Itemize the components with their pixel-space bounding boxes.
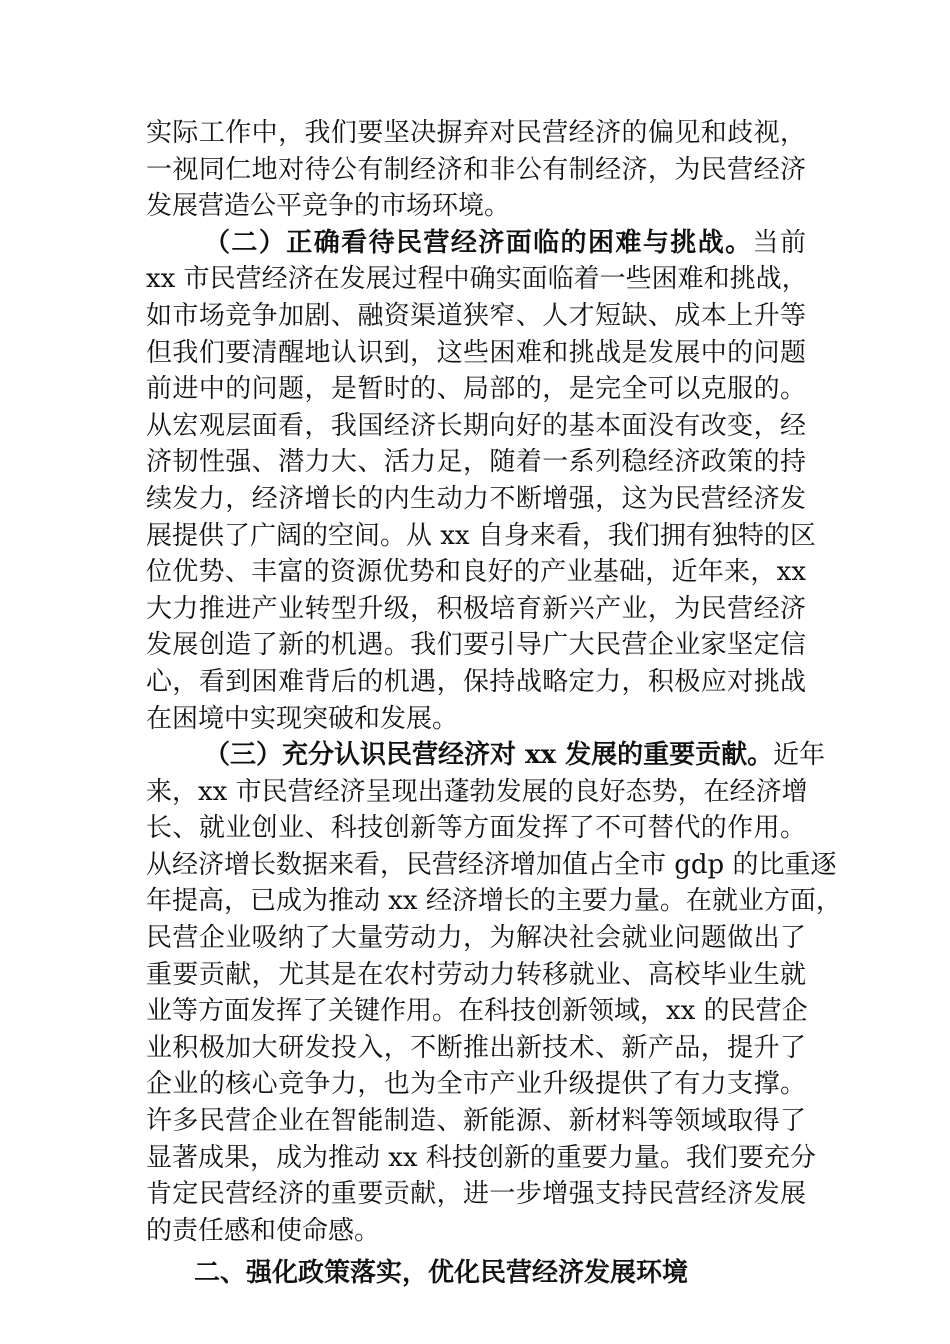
paragraph-line: 肯定民营经济的重要贡献，进一步增强支持民营经济发展: [146, 1179, 806, 1210]
paragraph-line: 续发力，经济增长的内生动力不断增强，这为民营经济发: [146, 483, 806, 514]
paragraph-line: xx 市民营经济在发展过程中确实面临着一些困难和挑战，: [146, 264, 808, 295]
paragraph-line: 显著成果，成为推动 xx 科技创新的重要力量。我们要充分: [146, 1142, 816, 1173]
paragraph-line: 从宏观层面看，我国经济长期向好的基本面没有改变，经: [146, 410, 806, 441]
section-2-first-line: [146, 225, 806, 262]
paragraph-line: 从经济增长数据来看，民营经济增加值占全市 gdp 的比重逐: [146, 849, 837, 880]
paragraph-line: 发展营造公平竞争的市场环境。: [146, 191, 511, 222]
paragraph-line: 发展创造了新的机遇。我们要引导广大民营企业家坚定信: [146, 630, 806, 661]
paragraph-line: 济韧性强、潜力大、活力足，随着一系列稳经济政策的持: [146, 447, 806, 478]
paragraph-line: 但我们要清醒地认识到，这些困难和挑战是发展中的问题: [146, 337, 806, 368]
chapter-heading: 二、强化政策落实，优化民营经济发展环境: [194, 1258, 689, 1289]
section-3-first-line: [146, 737, 826, 774]
section-3-first-text: 近年: [773, 740, 826, 771]
paragraph-line: 长、就业创业、科技创新等方面发挥了不可替代的作用。: [146, 813, 806, 844]
paragraph-line: 来，xx 市民营经济呈现出蓬勃发展的良好态势，在经济增: [146, 776, 808, 807]
paragraph-line: 业等方面发挥了关键作用。在科技创新领域，xx 的民营企: [146, 996, 808, 1027]
paragraph-line: 一视同仁地对待公有制经济和非公有制经济，为民营经济: [146, 154, 806, 185]
paragraph-line: 重要贡献，尤其是在农村劳动力转移就业、高校毕业生就: [146, 959, 806, 990]
paragraph-line: 民营企业吸纳了大量劳动力，为解决社会就业问题做出了: [146, 923, 806, 954]
paragraph-line: 位优势、丰富的资源优势和良好的产业基础，近年来，xx: [146, 557, 806, 588]
paragraph-line: 年提高，已成为推动 xx 经济增长的主要力量。在就业方面，: [146, 886, 842, 917]
document-body: [146, 115, 842, 1292]
paragraph-line: 心，看到困难背后的机遇，保持战略定力，积极应对挑战: [146, 666, 806, 697]
section-2-first-text: 当前: [752, 227, 806, 258]
section-2-heading: （二）正确看待民营经济面临的困难与挑战。: [204, 227, 753, 258]
paragraph-line: 前进中的问题，是暂时的、局部的，是完全可以克服的。: [146, 374, 806, 405]
paragraph-line: 在困境中实现突破和发展。: [146, 703, 459, 734]
paragraph-line: 如市场竞争加剧、融资渠道狭窄、人才短缺、成本上升等: [146, 300, 806, 331]
section-3-heading: （三）充分认识民营经济对 xx 发展的重要贡献。: [204, 740, 774, 771]
paragraph-line: 企业的核心竞争力，也为全市产业升级提供了有力支撑。: [146, 1069, 806, 1100]
paragraph-line: 的责任感和使命感。: [146, 1215, 381, 1246]
paragraph-line: 业积极加大研发投入，不断推出新技术、新产品，提升了: [146, 1032, 806, 1063]
paragraph-line: 实际工作中，我们要坚决摒弃对民营经济的偏见和歧视，: [146, 118, 806, 148]
paragraph-line: 展提供了广阔的空间。从 xx 自身来看，我们拥有独特的区: [146, 520, 816, 551]
paragraph-line: 大力推进产业转型升级，积极培育新兴产业，为民营经济: [146, 593, 806, 624]
paragraph-line: 许多民营企业在智能制造、新能源、新材料等领域取得了: [146, 1106, 806, 1137]
